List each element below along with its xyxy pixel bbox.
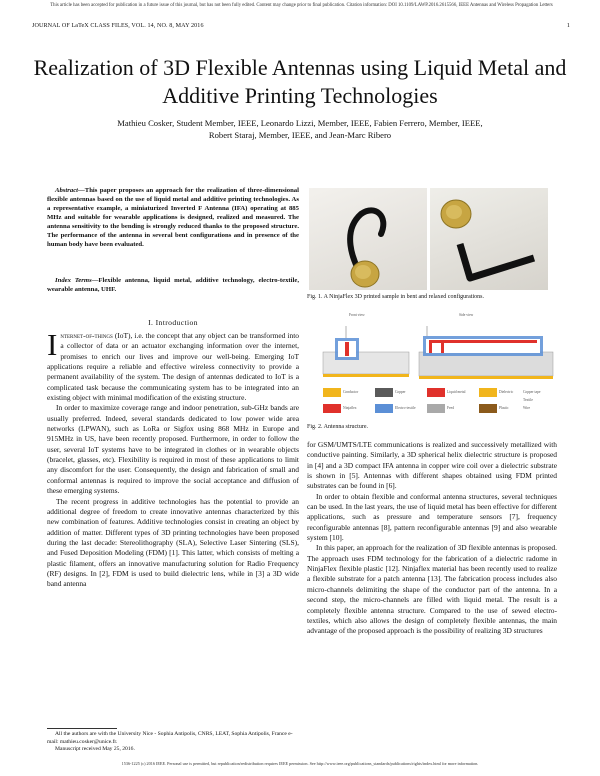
legend-label-8: Plastic — [499, 406, 509, 410]
fig1-photo-relaxed — [430, 188, 548, 290]
legend-label-2: Copper — [395, 390, 406, 394]
legend-label-10: Textile — [523, 398, 533, 402]
index-terms — [47, 276, 299, 294]
legend-label-1: Conductor — [343, 390, 359, 394]
legend-label-7: Feed — [447, 406, 454, 410]
paper-title: Realization of 3D Flexible Antennas using Liquid Metal and Additive Printing Technologies — [33, 55, 567, 108]
intro-paragraph-3: The recent progress in additive technologies has the potential to provide an additional degree of freedom to create innovative antennas characterized by this new combination of features. Additive technologies consist in creating an object by addition of matter. Different types of 3D printing technologies have been proposed during the last decade: Stereolithography (SLA), Selective Laser Sintering (SLS), and Fused Deposition Modeling (FDM) [1]. This latter, which consists of melting a plastic filament, offers an innovative manufacturing solution for Radio Frequency (RF) designs. In [2], FDM is used to build dielectric lens, while in [3] a 3D wide band antenna — [47, 496, 299, 589]
abstract-label: Abstract — [55, 187, 79, 194]
index-terms-text: —Flexible antenna, liquid metal, additive technology, electro-textile, wearable antenna, UHF. — [47, 277, 299, 293]
legend-label-11: Wire — [523, 406, 531, 410]
antenna-structure-drawing — [309, 318, 557, 388]
legend-swatch-red — [323, 404, 341, 413]
intro-lead-words: nternet-of-things — [60, 331, 113, 340]
intro-body — [47, 327, 299, 590]
journal-name: JOURNAL OF LaTeX CLASS FILES, VOL. 14, NO. 8, MAY 2016 — [32, 23, 204, 29]
intro-paragraph-1 — [47, 327, 299, 403]
legend-label-3: Liquid metal — [447, 390, 466, 394]
fig1-photo-bent — [309, 188, 427, 290]
bent-sample-photo — [309, 188, 427, 290]
legend-swatch-gold — [323, 388, 341, 397]
legend-label-4: Dielectric — [499, 390, 514, 394]
right-column-body — [307, 440, 557, 637]
page-number: 1 — [566, 23, 570, 29]
right-paragraph-2: In order to obtain flexible and conformal antenna structures, several techniques can be used. In the last years, the use of liquid metal has been effective for different applications, such as pressure and temperature sensors [7], frequency reconfigurable antennas [8], pattern reconfigurable antennas [9] and also wearable system [10]. — [307, 491, 557, 543]
legend-label-6: Electro-textile — [395, 406, 416, 410]
right-paragraph-3: In this paper, an approach for the realization of 3D flexible antennas is proposed. The approach uses FDM technology for the fabrication of a dielectric radome in NinjaFlex flexible plastic [12]. Ninjaflex material has been recently used to realize a flexible substrate for a patch antenna [13]. The fabrication process includes also micro-channels delimiting the shape of the conductor part of the antenna. In a second step, the micro-channels are filled with liquid metal. The result is a completely flexible antenna structure. Compared to the use of sewed electro-textiles, which also allows the design of completely flexible antennas, the main advantage of the proposed approach is the possibility of realizing 3D structures — [307, 543, 557, 636]
section-heading: I. Introduction — [148, 318, 198, 327]
fig2-caption: Fig. 2. Antenna structure. — [307, 424, 368, 430]
right-paragraph-1: for GSM/UMTS/LTE communications is realized and successively metallized with conductive painting. Similarly, a 3D spherical helix dielectric structure is proposed in [4] and a 3D compact IFA antenna in copper wire coil over a dielectric substrate is shown in [5]. Antennas with different shapes obtained using FDM printed substrates can be found in [6]. — [307, 440, 557, 491]
abstract — [47, 186, 299, 249]
legend-swatch-gold-2 — [479, 388, 497, 397]
legend-swatch-darkgrey — [375, 388, 393, 397]
legend-swatch-blue — [375, 404, 393, 413]
side-view-label: Side view — [459, 313, 474, 317]
acceptance-notice: This article has been accepted for publication in a future issue of this journal, but has not been fully edited. Content may change prior to final publication. Citation information: DOI 10.1109/LAWP.2016.2615566, IEEE Antennas and Wireless Propagation Letters — [50, 3, 553, 8]
footnote-affiliation: All the authors are with the University Nice - Sophia Antipolis, CNRS, LEAT, Sophia Antipolis, France e-mail: mathieu.cosker@unice.fr. — [47, 731, 293, 745]
drop-cap: I — [47, 327, 58, 362]
running-head — [32, 23, 570, 29]
relaxed-sample-photo — [430, 188, 548, 290]
legend-label-5: Ninjaflex — [343, 406, 357, 410]
authors-line-2: Robert Staraj, Member, IEEE, and Jean-Marc Ribero — [208, 130, 392, 141]
abstract-text: —This paper proposes an approach for the realization of three-dimensional flexible antennas based on the use of liquid metal and additive printing technologies. As a representative example, a miniaturized Inverted F Antenna (IFA) operating at 885 MHz and suitable for wearable applications is designed, realized and measured. The antenna sensitivity to the bending is strongly reduced thanks to the proposed structure. The performance of the antenna in several bent configurations and in presence of the human body have been evaluated. — [47, 187, 299, 248]
fig2-diagram — [309, 312, 557, 418]
copyright-notice: 1536-1225 (c) 2016 IEEE. Personal use is permitted, but republication/redistribution requires IEEE permission. See http://www.ieee.org/publications_standards/publications/rights/index.html for more information. — [121, 761, 479, 766]
legend-swatch-red-top — [427, 388, 445, 397]
footnote-rule — [47, 728, 117, 729]
legend-swatch-grey — [427, 404, 445, 413]
legend-swatch-brown — [479, 404, 497, 413]
intro-paragraph-1-text: (IoT), i.e. the concept that any object can be transformed into a collector of data or an actuator exchanging information over the internet, promises to enrich our lives and improve our well-being. Emerging IoT applications require a reliable and effective wireless connectivity to provide a permanent availability of the system. The design of antennas dedicated to IoT is a complicated task because the communicating system has to be integrated into an existing object with minimal modification of the existing structure. — [47, 331, 299, 403]
index-terms-label: Index Terms — [55, 277, 92, 284]
front-view-label: Front view — [349, 313, 365, 317]
legend-label-9: Copper tape — [523, 390, 541, 394]
intro-paragraph-2: In order to maximize coverage range and indoor penetration, sub-GHz bands are usually preferred. Indeed, several standards dedicated to low power wide area networks (LPWAN), such as LoRa or Sigfox using 868 MHz in Europe and 915MHz in US, have been recently proposed. Furthermore, in order to follow the user, several IoT systems have to be integrated in clothes or in wearable objects (bracelet, glasses, etc). Flexibility is required in most of these applications to limit any discomfort for the user. Consequently, the design and fabrication of small and conformal antennas is required to improve the social acceptance and diffusion of these emerging systems. — [47, 403, 299, 496]
authors-line-1: Mathieu Cosker, Student Member, IEEE, Leonardo Lizzi, Member, IEEE, Fabien Ferrero, Member, IEEE, — [117, 118, 483, 128]
fig1-caption: Fig. 1. A NinjaFlex 3D printed sample in bent and relaxed configurations. — [307, 294, 484, 300]
footnotes — [47, 731, 299, 754]
footnote-received: Manuscript received May 25, 2016. — [55, 746, 135, 753]
author-list — [42, 117, 558, 142]
